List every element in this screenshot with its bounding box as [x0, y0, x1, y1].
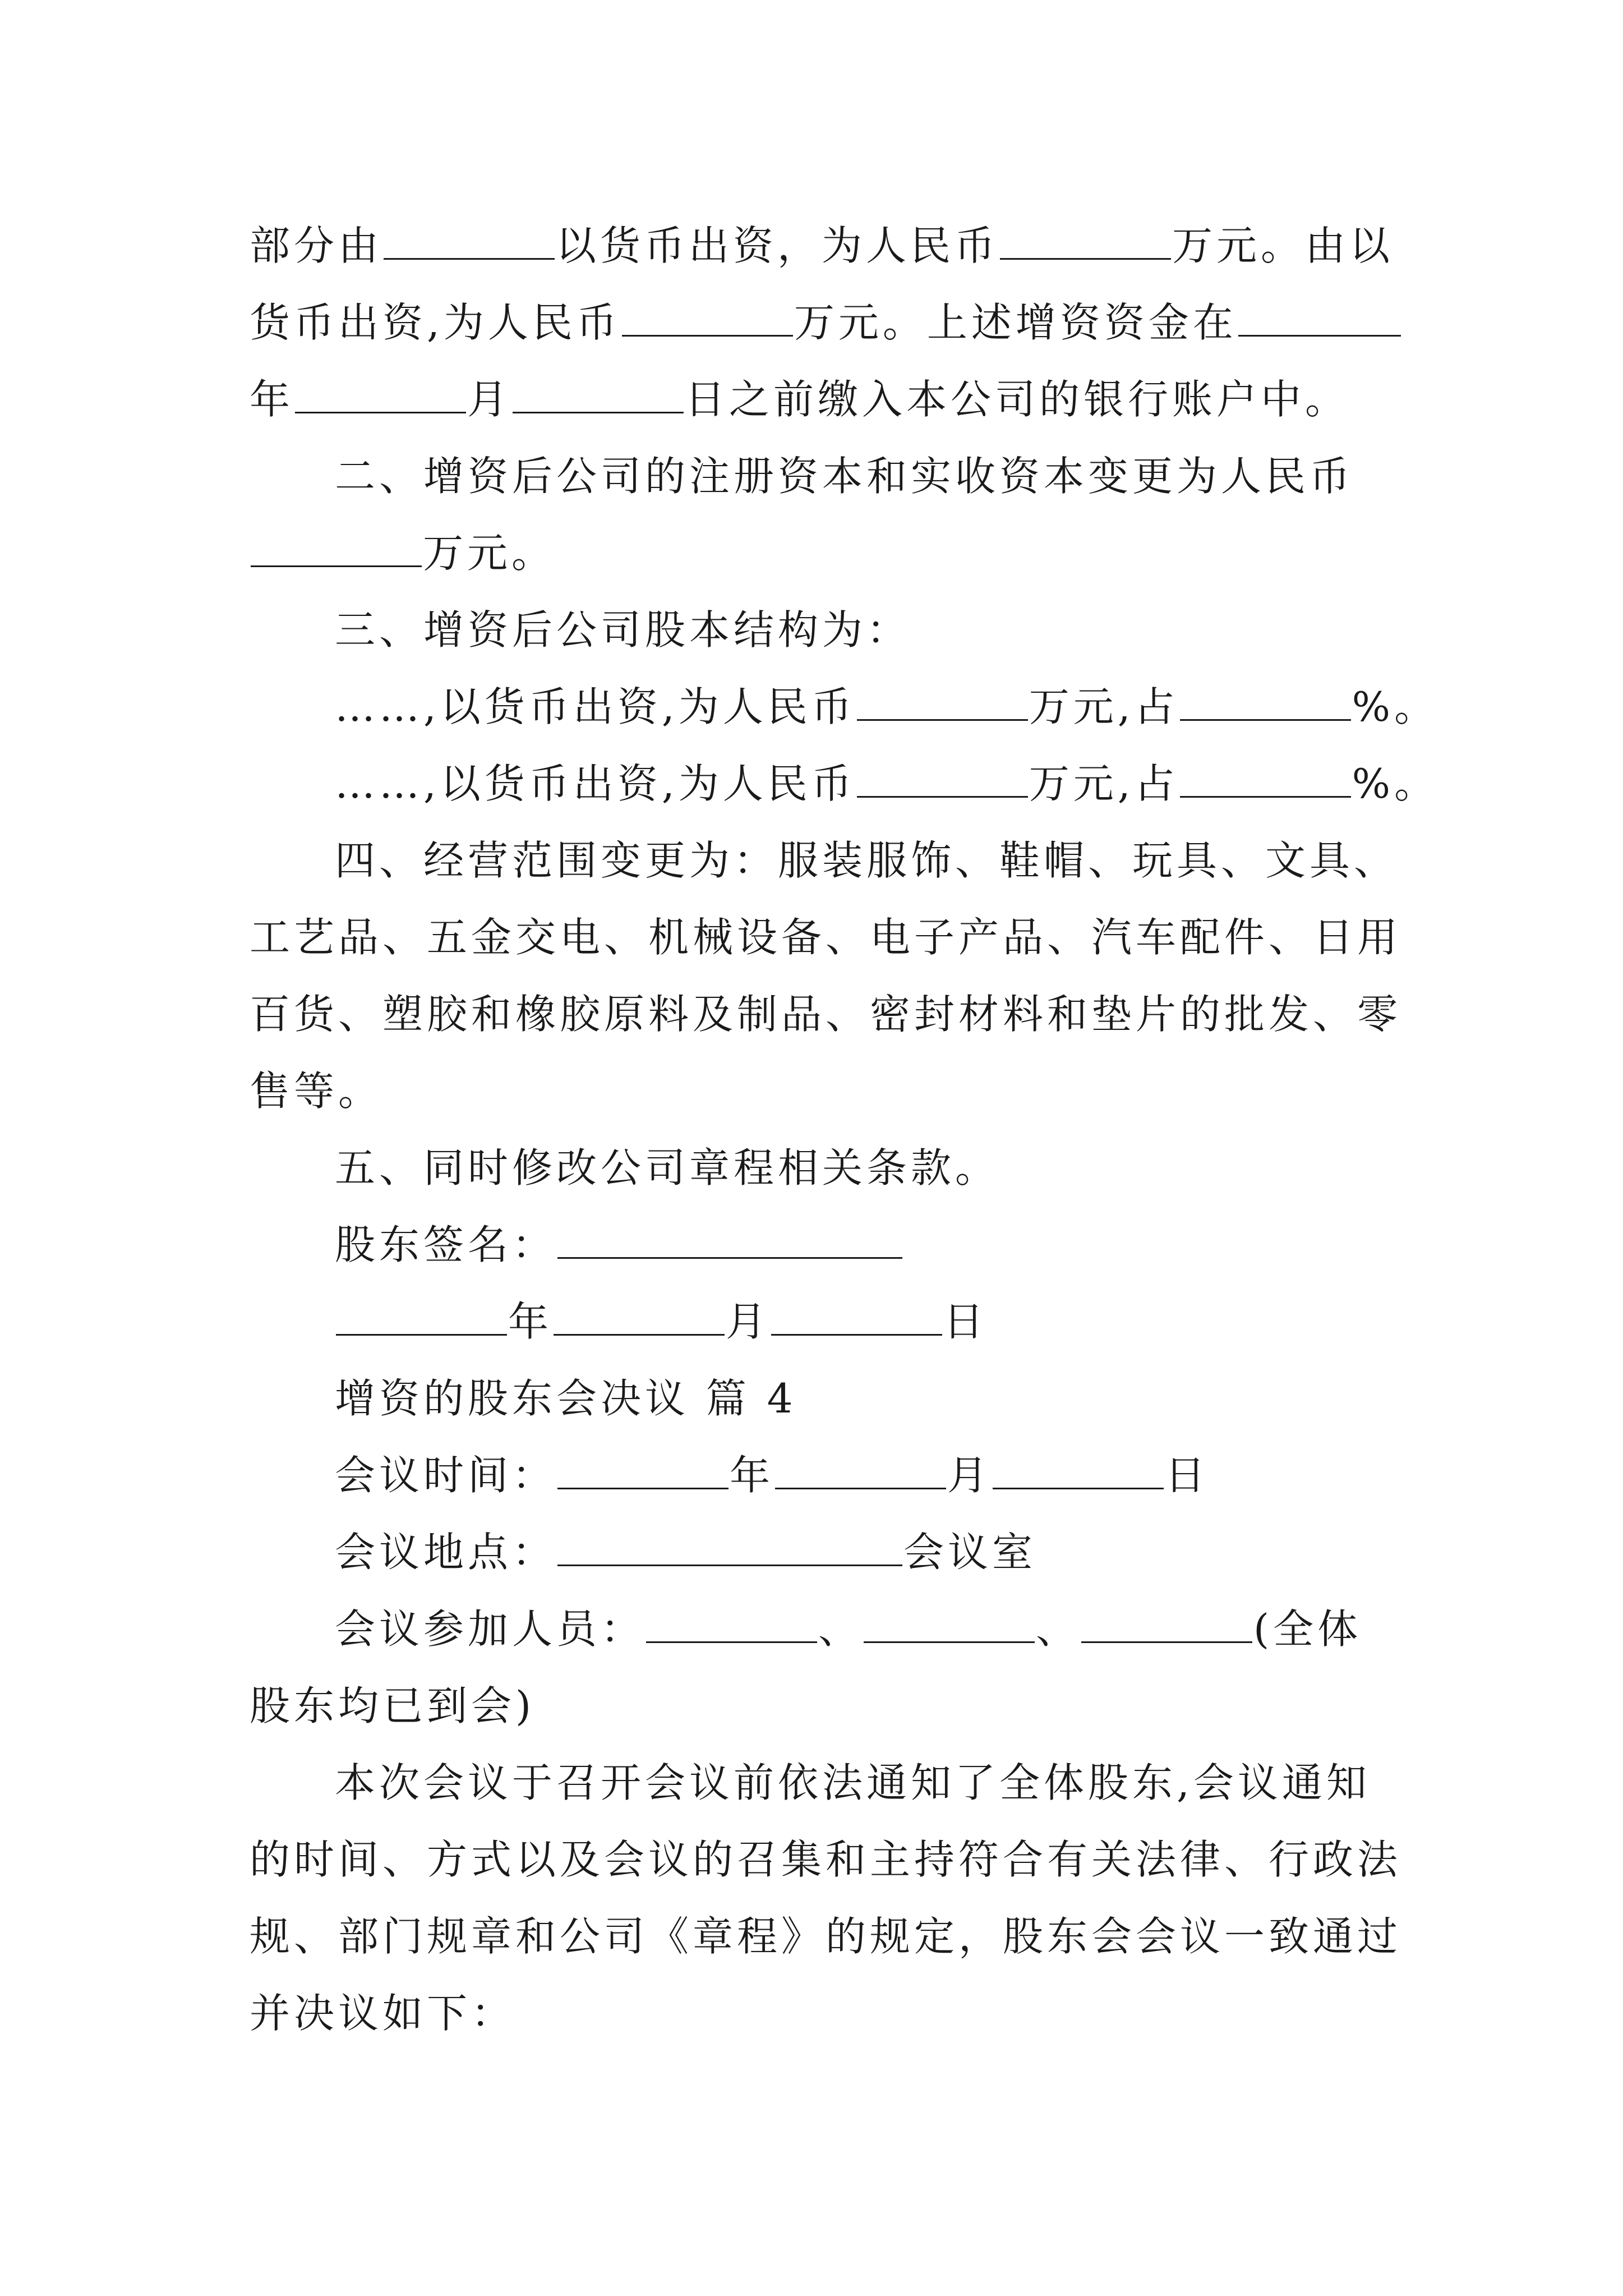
text: 、 — [1036, 1605, 1081, 1653]
meeting-attendees — [250, 1591, 1382, 1668]
text: 万元。 — [423, 530, 556, 577]
meeting-time — [250, 1437, 1382, 1514]
text: ……,以货币出资,为人民币 — [335, 760, 856, 807]
paragraph-line: 售等。 — [250, 1068, 383, 1115]
date-line — [250, 1283, 1382, 1360]
fill-blank — [251, 531, 422, 567]
text: 年 — [250, 376, 294, 423]
fill-blank — [1180, 684, 1351, 721]
fill-blank — [557, 1530, 902, 1566]
text: %。 — [1352, 760, 1439, 807]
fill-blank — [1081, 1607, 1252, 1643]
fill-blank — [554, 1299, 725, 1336]
text: 会议室 — [903, 1529, 1037, 1576]
text: 万元。上述增资资金在 — [794, 299, 1237, 346]
text: 部分由 — [250, 222, 383, 269]
shareholder-line — [250, 669, 1439, 746]
text: 万元,占 — [1029, 760, 1179, 807]
text: 股东签名： — [335, 1221, 557, 1268]
fill-blank — [557, 1453, 728, 1489]
paragraph-line: 股东均已到会) — [250, 1682, 536, 1729]
text: 货币出资,为人民币 — [250, 299, 621, 346]
text: %。 — [1352, 683, 1439, 730]
fill-blank — [646, 1607, 817, 1643]
text: 日 — [1165, 1452, 1210, 1499]
text: ……,以货币出资,为人民币 — [335, 683, 856, 730]
text: (全体 — [1253, 1605, 1362, 1653]
fill-blank — [1238, 300, 1401, 337]
paragraph-line — [250, 361, 1382, 438]
fill-blank — [993, 1453, 1164, 1489]
fill-blank — [1000, 223, 1171, 260]
text: 万元,占 — [1029, 683, 1179, 730]
fill-blank — [513, 377, 684, 413]
meeting-location — [250, 1514, 1382, 1591]
text: 会议时间： — [335, 1452, 557, 1499]
section-heading-4: 四、经营范围变更为：服装服饰、鞋帽、玩具、文具、 — [335, 837, 1399, 884]
section-heading-5: 五、同时修改公司章程相关条款。 — [335, 1144, 1000, 1191]
text: 以货币出资，为人民币 — [556, 222, 999, 269]
paragraph-line: 百货、塑胶和橡胶原料及制品、密封材料和垫片的批发、零 — [250, 991, 1402, 1038]
text: 会议参加人员： — [335, 1605, 645, 1653]
shareholder-line — [250, 746, 1439, 822]
fill-blank — [622, 300, 793, 337]
fill-blank — [857, 761, 1028, 798]
paragraph-line — [250, 515, 1382, 592]
text: 日 — [943, 1298, 988, 1345]
paragraph-line: 工艺品、五金交电、机械设备、电子产品、汽车配件、日用 — [250, 914, 1402, 961]
signature-line — [250, 1207, 1382, 1283]
text: 年 — [730, 1452, 774, 1499]
text: 会议地点： — [335, 1529, 557, 1576]
fill-blank — [295, 377, 466, 413]
fill-blank — [857, 684, 1028, 721]
text: 月 — [726, 1298, 771, 1345]
text: 年 — [508, 1298, 553, 1345]
fill-blank — [864, 1607, 1035, 1643]
paragraph-line: 规、部门规章和公司《章程》的规定，股东会会议一致通过 — [250, 1913, 1402, 1960]
article-title: 增资的股东会决议 篇 4 — [335, 1375, 797, 1422]
paragraph-line — [250, 208, 1394, 284]
paragraph-line: 本次会议于召开会议前依法通知了全体股东,会议通知 — [335, 1759, 1371, 1806]
fill-blank — [336, 1299, 507, 1336]
section-heading-3: 三、增资后公司股本结构为： — [335, 606, 911, 654]
text: 日之前缴入本公司的银行账户中。 — [685, 376, 1350, 423]
text: 、 — [818, 1605, 863, 1653]
text: 万元。由以 — [1172, 222, 1394, 269]
signature-blank — [557, 1222, 902, 1259]
paragraph-line — [250, 284, 1382, 361]
text: 月 — [467, 376, 512, 423]
paragraph-line: 并决议如下： — [250, 1990, 516, 2037]
fill-blank — [771, 1299, 942, 1336]
fill-blank — [775, 1453, 946, 1489]
section-heading-2: 二、增资后公司的注册资本和实收资本变更为人民币 — [335, 453, 1354, 500]
document-page — [250, 208, 1439, 2052]
text: 月 — [947, 1452, 992, 1499]
fill-blank — [1180, 761, 1351, 798]
fill-blank — [384, 223, 555, 260]
paragraph-line: 的时间、方式以及会议的召集和主持符合有关法律、行政法 — [250, 1836, 1402, 1883]
